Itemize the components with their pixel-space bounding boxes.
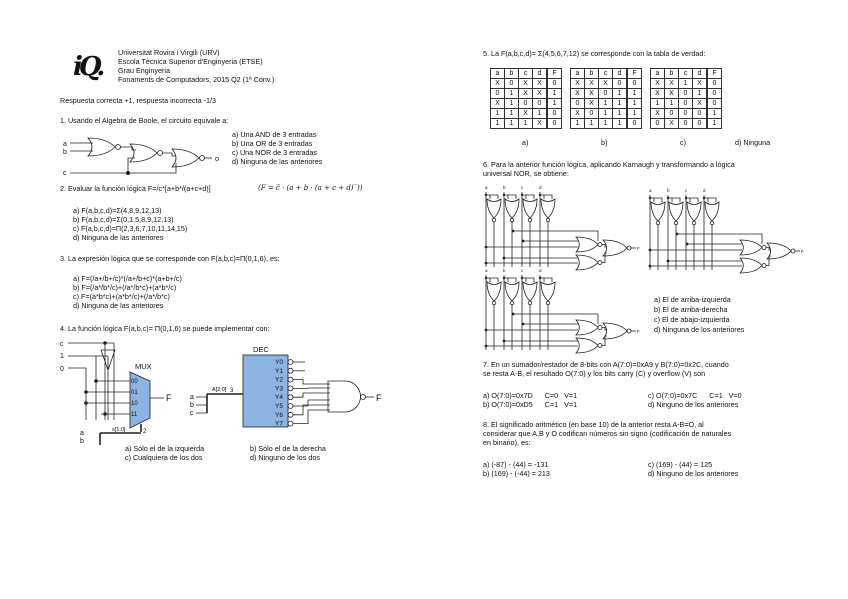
junction-dot — [503, 257, 506, 260]
junction-dot — [512, 313, 515, 316]
q8-option: c) (169) - (44) = 125 — [648, 460, 713, 469]
mux-port: 10 — [131, 401, 138, 407]
junction-dot — [521, 277, 523, 279]
q4-option: b) Sólo el de la derecha — [250, 444, 326, 453]
table-cell: X — [599, 79, 613, 89]
table-cell: 0 — [627, 119, 642, 129]
mux-port: 01 — [131, 390, 138, 396]
nor-gate — [669, 202, 683, 221]
q2-option: a) F(a,b,c,d)=Σ(4,8,9,12,13) — [73, 206, 162, 215]
nor-gate — [705, 202, 719, 221]
junction-dot — [503, 340, 506, 343]
mux-port: 00 — [131, 379, 138, 385]
dec-wire — [293, 393, 330, 397]
table-cell: 1 — [599, 119, 613, 129]
table-cell: b — [665, 69, 679, 79]
table-cell: 0 — [547, 79, 562, 89]
q5-option: a) — [522, 138, 529, 147]
table-cell: 0 — [707, 79, 722, 89]
table-cell: X — [491, 99, 505, 109]
inverted-output-bubble — [288, 368, 293, 373]
nor-gate — [487, 199, 501, 218]
junction-dot — [485, 345, 488, 348]
input-wire — [540, 192, 552, 267]
input-wire — [522, 275, 534, 350]
input-wire — [540, 275, 552, 350]
q2-option: c) F(a,b,c,d)=Π(2,3,6,7,10,11,14,15) — [73, 224, 188, 233]
table-cell: F — [627, 69, 642, 79]
q3-question: 3. La expresión lógica que se corresponde con F(a,b,c)=Π(0,1,6), es: — [60, 254, 280, 263]
nor-gate — [740, 240, 762, 255]
nor-circuit-2 — [647, 188, 804, 273]
table-cell: 0 — [571, 99, 585, 109]
q5-option: c) — [680, 138, 686, 147]
urv-logo: iQ. — [73, 52, 102, 82]
table-cell: 1 — [585, 119, 599, 129]
nor-gate — [767, 243, 791, 259]
inverted-output-bubble — [288, 412, 293, 417]
table-cell: 0 — [491, 89, 505, 99]
table-cell: c — [519, 69, 533, 79]
inverter-bubble — [762, 264, 766, 268]
junction-dot — [649, 265, 652, 268]
junction-dot — [485, 329, 488, 332]
circuit-input-label: d — [703, 188, 706, 193]
table-cell: 1 — [571, 119, 585, 129]
table-cell: b — [505, 69, 519, 79]
junction-dot — [686, 243, 689, 246]
mux-label: MUX — [135, 362, 152, 371]
inverter-bubble — [627, 329, 631, 333]
inverted-output-bubble — [288, 421, 293, 426]
table-cell: 0 — [693, 109, 708, 119]
dec-port: Y5 — [275, 403, 283, 410]
table-cell: 1 — [665, 99, 679, 109]
table-cell: 0 — [505, 79, 519, 89]
inverter-bubble — [791, 249, 795, 253]
dec-port: Y1 — [275, 367, 283, 375]
dec-output: F — [376, 393, 382, 403]
table-cell: X — [585, 79, 599, 89]
junction-dot — [503, 194, 505, 196]
circuit-output-label: F — [637, 329, 640, 334]
inverted-output-bubble — [288, 360, 293, 365]
q5-option: d) Ninguna — [735, 138, 771, 147]
table-cell: 1 — [707, 119, 722, 129]
header-line: Universitat Rovira i Virgili (URV) — [118, 48, 220, 57]
inverter-bubble — [546, 301, 550, 305]
q4-question: 4. La función lógica F(a,b,c)= Π(0,1,6) se puede implementar con: — [60, 324, 270, 333]
q6-question: universal NOR, se obtiene: — [483, 169, 569, 178]
table-cell: 1 — [505, 119, 519, 129]
q6-circuits — [483, 185, 804, 353]
table-cell: 1 — [613, 119, 628, 129]
q7-option: b) O(7:0)=0xD5 C=1 V=1 — [483, 400, 578, 409]
mux-output: F — [166, 393, 172, 403]
table-cell: F — [547, 69, 562, 79]
q1-option: d) Ninguna de las anteriores — [232, 157, 323, 166]
inverter-bubble — [692, 221, 696, 225]
table-cell: X — [585, 99, 599, 109]
inverter-bubble — [762, 246, 766, 250]
table-cell: X — [571, 79, 585, 89]
q1-input-a: a — [63, 141, 67, 148]
q4-dec-circuit — [190, 345, 382, 428]
inverter-bubble — [598, 344, 602, 348]
inverter-bubble — [528, 218, 532, 222]
circuit-output-label: F — [801, 249, 804, 254]
table-cell: X — [519, 109, 533, 119]
q2-question: 2. Evaluar la función lógica F=/c*[a+b*/(a+c+d)] — [60, 184, 211, 193]
table-cell: 0 — [547, 109, 562, 119]
junction-dot — [676, 233, 679, 236]
table-cell: 0 — [627, 79, 642, 89]
junction-dot — [685, 197, 687, 199]
nor-gate — [576, 320, 598, 335]
table-cell: 0 — [533, 99, 548, 109]
q6-question: 6. Para la anterior función lógica, aplicando Karnaugh y transformando a lógica — [483, 160, 735, 169]
nor-gate — [687, 202, 701, 221]
table-cell: 1 — [519, 119, 533, 129]
input-wire — [668, 195, 680, 270]
table-cell: 1 — [505, 109, 519, 119]
table-cell: 1 — [693, 89, 708, 99]
input-wire — [504, 192, 516, 267]
table-cell: 0 — [693, 119, 708, 129]
nor-gate — [505, 199, 519, 218]
q7-option: c) O(7:0)=0x7C C=1 V=0 — [648, 391, 742, 400]
nor-gate — [603, 323, 627, 339]
q6-option: d) Ninguna de los anteriores — [654, 325, 745, 334]
q3-option: b) F=(/a*/b*/c)+(/a*/b*c)+(a*b*/c) — [73, 283, 177, 292]
q8-option: b) (169) - (-44) = 213 — [483, 469, 550, 478]
nor-gate — [740, 258, 762, 273]
q1-circuit — [63, 138, 219, 177]
inverter-bubble — [510, 218, 514, 222]
dec-port: Y0 — [275, 359, 283, 366]
scoring-note: Respuesta correcta +1, respuesta incorrecta -1/3 — [60, 96, 217, 105]
q3-option: a) F=(/a+/b+/c)*(/a+/b+c)*(a+b+/c) — [73, 274, 182, 283]
circuit-input-label: b — [503, 268, 506, 273]
table-cell: 0 — [547, 119, 562, 129]
table-cell: X — [651, 109, 665, 119]
table-cell: X — [651, 79, 665, 89]
table-cell: X — [533, 89, 548, 99]
dec-port: Y2 — [275, 376, 283, 384]
dec-wire — [293, 410, 330, 424]
table-cell: X — [491, 79, 505, 89]
q7-question: 7. En un sumador/restador de 8-bits con A(7:0)=0xA9 y B(7:0)=0x2C, cuando — [483, 360, 729, 369]
inverter-bubble — [492, 218, 496, 222]
q8-option: d) Ninguno de los anteriores — [648, 469, 739, 478]
table-cell: 1 — [627, 99, 642, 109]
q7-question: se resta A-B, el resultado O(7:0) y los bits carry (C) y overflow (V) son — [483, 369, 706, 378]
inverter-bubble — [656, 221, 660, 225]
table-cell: X — [519, 79, 533, 89]
table-cell: c — [679, 69, 693, 79]
table-cell: 0 — [613, 79, 628, 89]
circuit-input-label: c — [685, 188, 688, 193]
input-wire — [522, 192, 534, 267]
dec-port: Y3 — [275, 385, 283, 393]
q4-mux-circuit — [60, 341, 172, 445]
dec-bus: A[2:0] — [212, 387, 227, 393]
q4-option: d) Ninguno de los dos — [250, 453, 320, 462]
junction-dot — [485, 246, 488, 249]
inverted-output-bubble — [288, 377, 293, 382]
mux-select-b: b — [80, 438, 84, 445]
dec-label: DEC — [253, 345, 269, 354]
dec-wire — [293, 380, 330, 384]
nor-gate — [541, 282, 555, 301]
q8-question: considerar que A,B y O codifican números sin signo (codificación de naturales — [483, 429, 732, 438]
inverter-bubble — [598, 261, 602, 265]
junction-dot — [667, 197, 669, 199]
table-cell: 1 — [491, 119, 505, 129]
q2-option: b) F(a,b,c,d)=Σ(0,1,5,8,9,12,13) — [73, 215, 174, 224]
circuit-input-label: c — [521, 185, 524, 190]
table-cell: 1 — [679, 79, 693, 89]
table-cell: 0 — [651, 119, 665, 129]
table-cell: b — [585, 69, 599, 79]
table-cell: X — [693, 79, 708, 89]
junction-dot — [485, 277, 487, 279]
table-cell: 1 — [599, 99, 613, 109]
mux-port: 11 — [131, 412, 138, 418]
input-wire — [486, 192, 498, 267]
circuit-input-label: a — [649, 188, 652, 193]
header-line: Escola Tècnica Superior d'Enginyeria (ETSE) — [118, 57, 263, 66]
header-line: Grau Enginyeria — [118, 66, 170, 75]
junction-dot — [539, 194, 541, 196]
table-cell: 1 — [613, 109, 628, 119]
table-cell: 1 — [707, 109, 722, 119]
table-cell: 1 — [599, 109, 613, 119]
table-cell: d — [693, 69, 708, 79]
nor-gate — [603, 240, 627, 256]
mux-bus-width: 2 — [143, 429, 147, 435]
table-cell: 1 — [627, 89, 642, 99]
nor-gate — [88, 138, 115, 156]
nor-gate — [523, 199, 537, 218]
table-cell: X — [571, 89, 585, 99]
q1-input-b: b — [63, 149, 67, 156]
table-cell: 0 — [519, 99, 533, 109]
table-cell: 0 — [679, 99, 693, 109]
table-cell: 1 — [627, 109, 642, 119]
table-cell: 1 — [547, 99, 562, 109]
mux-input-1: 1 — [60, 353, 64, 360]
dec-bus-width: 3 — [230, 388, 234, 394]
dec-input-c: c — [190, 410, 194, 417]
table-cell: X — [665, 79, 679, 89]
inverter-bubble — [492, 301, 496, 305]
dec-port: Y7 — [275, 420, 283, 428]
header-line: Fonaments de Computadors, 2015 Q2 (1ª Conv.) — [118, 75, 275, 84]
dec-input-b: b — [190, 402, 194, 409]
table-cell: a — [491, 69, 505, 79]
circuit-input-label: b — [667, 188, 670, 193]
table-cell: X — [665, 89, 679, 99]
inverter-bubble — [674, 221, 678, 225]
table-cell: 1 — [651, 99, 665, 109]
table-cell: 1 — [491, 109, 505, 119]
circuit-input-label: d — [539, 268, 542, 273]
q6-option: b) El de arriba-derecha — [654, 305, 728, 314]
q2-option: d) Ninguna de las anteriores — [73, 233, 164, 242]
mux-input-0: 0 — [60, 366, 64, 373]
table-cell: X — [665, 119, 679, 129]
q1-option: b) Una OR de 3 entradas — [232, 139, 313, 148]
q1-option: a) Una AND de 3 entradas — [232, 130, 317, 139]
table-cell: 1 — [613, 89, 628, 99]
input-wire — [686, 195, 698, 270]
dec-port: Y4 — [275, 394, 283, 402]
inverter-bubble — [510, 301, 514, 305]
circuit-output-label: F — [637, 246, 640, 251]
input-wire — [486, 275, 498, 350]
circuit-input-label: a — [485, 268, 488, 273]
q3-option: d) Ninguna de las anteriores — [73, 301, 164, 310]
table-cell: X — [533, 79, 548, 89]
junction-dot — [522, 323, 525, 326]
table-cell: 0 — [599, 89, 613, 99]
table-cell: a — [571, 69, 585, 79]
circuit-input-label: c — [521, 268, 524, 273]
input-wire — [704, 195, 716, 270]
q1-output: o — [215, 156, 219, 163]
q7-option: a) O(7:0)=0x7D C=0 V=1 — [483, 391, 578, 400]
mux-select-a: a — [80, 430, 84, 437]
mux-select-bus: s[1:0] — [112, 427, 126, 433]
table-cell: 0 — [679, 89, 693, 99]
q5-question: 5. La F(a,b,c,d)= Σ(4,5,6,7,12) se corresponde con la tabla de verdad: — [483, 49, 706, 58]
q4-option: c) Cualquiera de los dos — [125, 453, 203, 462]
q6-option: a) El de arriba-izquierda — [654, 295, 731, 304]
table-cell: 1 — [533, 109, 548, 119]
input-wire — [650, 195, 662, 270]
inverter-bubble — [627, 246, 631, 250]
nor-gate — [576, 237, 598, 252]
table-cell: a — [651, 69, 665, 79]
table-cell: 0 — [585, 109, 599, 119]
table-cell: 1 — [505, 89, 519, 99]
inverted-output-bubble — [288, 404, 293, 409]
junction-dot — [521, 194, 523, 196]
table-cell: 0 — [665, 109, 679, 119]
table-cell: 1 — [505, 99, 519, 109]
q7-option: d) Ninguno de los anteriores — [648, 400, 739, 409]
table-cell: X — [519, 89, 533, 99]
nor-gate — [505, 282, 519, 301]
table-cell: X — [533, 119, 548, 129]
table-cell: X — [571, 109, 585, 119]
table-cell: 0 — [679, 119, 693, 129]
q6-option: c) El de abajo-izquierda — [654, 315, 730, 324]
junction-dot — [539, 277, 541, 279]
q8-option: a) (-87) - (44) = -131 — [483, 460, 549, 469]
junction-dot — [485, 262, 488, 265]
inverted-output-bubble — [288, 386, 293, 391]
circuit-input-label: a — [485, 185, 488, 190]
mux-input-c: c — [60, 341, 64, 348]
q3-option: c) F=(a*b*c)+(a*b*/c)+(/a*/b*c) — [73, 292, 170, 301]
nor-circuit-1 — [483, 185, 640, 270]
inverter-bubble — [528, 301, 532, 305]
q2-formula: (F = c̄ · (a + b · (a + c + d)‾)) — [258, 184, 363, 192]
junction-dot — [649, 197, 651, 199]
table-cell: 1 — [613, 99, 628, 109]
dec-port: Y6 — [275, 411, 283, 419]
junction-dot — [485, 194, 487, 196]
dec-input-a: a — [190, 394, 194, 401]
q5-option: b) — [601, 138, 608, 147]
circuit-input-label: b — [503, 185, 506, 190]
nor-gate — [523, 282, 537, 301]
table-cell: d — [613, 69, 628, 79]
table-cell: d — [533, 69, 548, 79]
q4-option: a) Sólo el de la izquierda — [125, 444, 205, 453]
inverter-bubble — [598, 326, 602, 330]
table-cell: c — [599, 69, 613, 79]
q1-input-c: c — [63, 170, 67, 177]
junction-dot — [503, 277, 505, 279]
circuit-input-label: d — [539, 185, 542, 190]
nor-circuit-3 — [483, 268, 640, 353]
junction-dot — [512, 230, 515, 233]
nand-gate — [328, 381, 361, 412]
nor-gate — [130, 144, 157, 162]
table-cell: 0 — [707, 99, 722, 109]
input-wire — [504, 275, 516, 350]
table-cell: X — [693, 99, 708, 109]
nor-gate — [541, 199, 555, 218]
inverter-bubble — [710, 221, 714, 225]
table-cell: 0 — [707, 89, 722, 99]
table-cell: X — [651, 89, 665, 99]
inverter-bubble — [598, 243, 602, 247]
table-cell: 0 — [679, 109, 693, 119]
nor-gate — [651, 202, 665, 221]
nor-gate — [576, 338, 598, 353]
inverted-output-bubble — [288, 395, 293, 400]
q1-question: 1. Usando el Algebra de Boole, el circuito equivale a: — [60, 116, 229, 125]
nor-gate — [487, 282, 501, 301]
junction-dot — [522, 240, 525, 243]
inverter-bubble — [546, 218, 550, 222]
q8-question: 8. El significado aritmético (en base 10) de la anterior resta A-B=O, al — [483, 420, 704, 429]
junction-dot — [703, 197, 705, 199]
nor-gate — [576, 255, 598, 270]
q1-option: c) Una NOR de 3 entradas — [232, 148, 318, 157]
table-cell: F — [707, 69, 722, 79]
table-cell: 1 — [547, 89, 562, 99]
junction-dot — [649, 249, 652, 252]
junction-dot — [667, 260, 670, 263]
q8-question: en binario), es: — [483, 438, 531, 447]
table-cell: X — [585, 89, 599, 99]
